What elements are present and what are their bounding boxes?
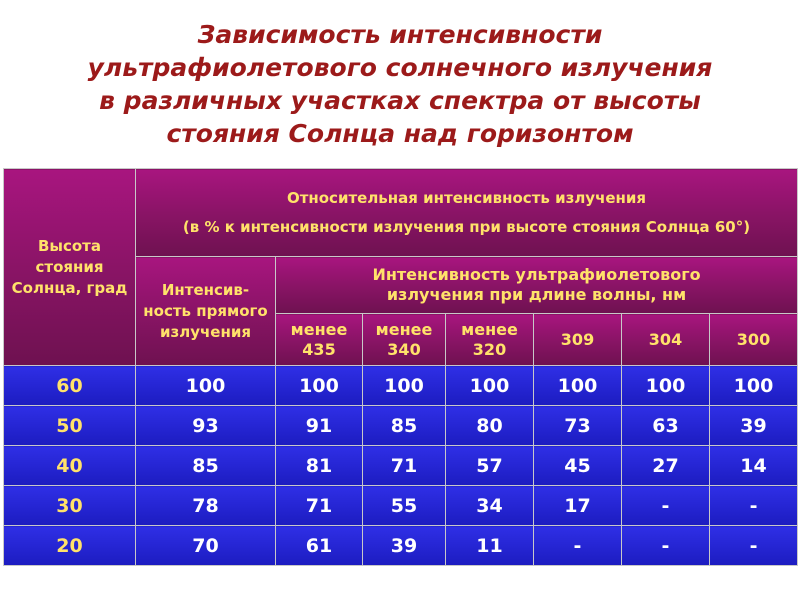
title-line-4: стояния Солнца над горизонтом bbox=[166, 119, 634, 148]
cell-uv-340: 39 bbox=[363, 526, 446, 566]
cell-uv-309: 100 bbox=[534, 366, 622, 406]
cell-uv-320: 57 bbox=[446, 446, 534, 486]
cell-uv-300: 100 bbox=[710, 366, 798, 406]
header-relative-line-2: (в % к интенсивности излучения при высоте стояния Солнца 60°) bbox=[182, 217, 751, 236]
cell-uv-309: - bbox=[534, 526, 622, 566]
wavelength-340: менее 340 bbox=[363, 314, 446, 366]
cell-uv-304: - bbox=[622, 526, 710, 566]
cell-uv-300: - bbox=[710, 486, 798, 526]
cell-uv-340: 71 bbox=[363, 446, 446, 486]
cell-uv-300: 39 bbox=[710, 406, 798, 446]
cell-uv-435: 91 bbox=[276, 406, 363, 446]
cell-uv-340: 100 bbox=[363, 366, 446, 406]
cell-uv-340: 85 bbox=[363, 406, 446, 446]
cell-uv-300: 14 bbox=[710, 446, 798, 486]
cell-sun-height: 50 bbox=[4, 406, 136, 446]
cell-direct: 85 bbox=[136, 446, 276, 486]
header-uv-radiation: Интенсивность ультрафиолетового излучения при длине волны, нм bbox=[276, 257, 798, 314]
table-row bbox=[4, 366, 798, 406]
cell-uv-304: - bbox=[622, 486, 710, 526]
wavelength-320: менее 320 bbox=[446, 314, 534, 366]
cell-uv-435: 71 bbox=[276, 486, 363, 526]
cell-direct: 70 bbox=[136, 526, 276, 566]
table-row bbox=[4, 406, 798, 446]
table-body bbox=[4, 366, 798, 566]
cell-uv-309: 45 bbox=[534, 446, 622, 486]
cell-uv-435: 100 bbox=[276, 366, 363, 406]
header-sun-height: Высота стояния Солнца, град bbox=[4, 169, 136, 366]
cell-sun-height: 60 bbox=[4, 366, 136, 406]
cell-uv-320: 34 bbox=[446, 486, 534, 526]
cell-uv-304: 27 bbox=[622, 446, 710, 486]
title-line-1: Зависимость интенсивности bbox=[197, 20, 603, 49]
table-row bbox=[4, 486, 798, 526]
cell-uv-309: 17 bbox=[534, 486, 622, 526]
cell-direct: 100 bbox=[136, 366, 276, 406]
title-line-2: ультрафиолетового солнечного излучения bbox=[87, 53, 713, 82]
wavelength-309: 309 bbox=[534, 314, 622, 366]
header-relative-intensity bbox=[136, 169, 798, 257]
table-row bbox=[4, 446, 798, 486]
cell-uv-435: 81 bbox=[276, 446, 363, 486]
wavelength-304: 304 bbox=[622, 314, 710, 366]
uv-intensity-table bbox=[3, 168, 798, 566]
cell-uv-300: - bbox=[710, 526, 798, 566]
cell-uv-320: 11 bbox=[446, 526, 534, 566]
cell-sun-height: 40 bbox=[4, 446, 136, 486]
cell-uv-304: 100 bbox=[622, 366, 710, 406]
table-row bbox=[4, 526, 798, 566]
wavelength-435: менее 435 bbox=[276, 314, 363, 366]
cell-uv-340: 55 bbox=[363, 486, 446, 526]
cell-direct: 78 bbox=[136, 486, 276, 526]
wavelength-300: 300 bbox=[710, 314, 798, 366]
cell-uv-320: 80 bbox=[446, 406, 534, 446]
cell-uv-320: 100 bbox=[446, 366, 534, 406]
cell-uv-435: 61 bbox=[276, 526, 363, 566]
header-direct-radiation: Интенсив-ность прямого излучения bbox=[136, 257, 276, 366]
title-line-3: в различных участках спектра от высоты bbox=[99, 86, 701, 115]
cell-uv-304: 63 bbox=[622, 406, 710, 446]
cell-direct: 93 bbox=[136, 406, 276, 446]
page-title bbox=[0, 18, 800, 150]
cell-sun-height: 20 bbox=[4, 526, 136, 566]
cell-uv-309: 73 bbox=[534, 406, 622, 446]
cell-sun-height: 30 bbox=[4, 486, 136, 526]
header-relative-line-1: Относительная интенсивность излучения bbox=[286, 188, 647, 207]
